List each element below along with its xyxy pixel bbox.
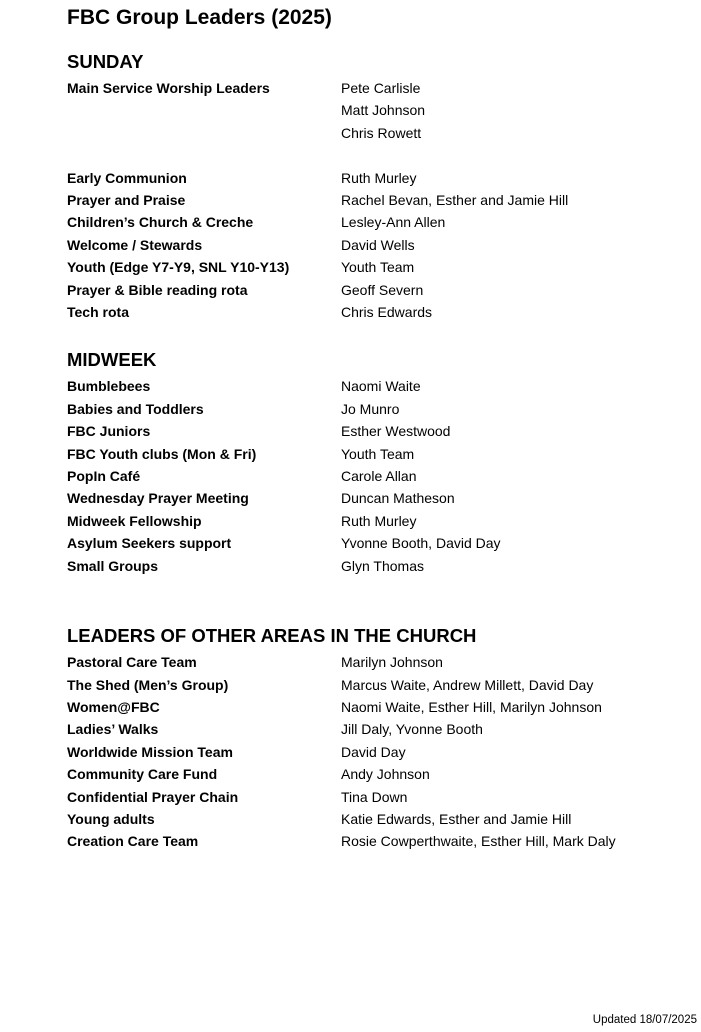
list-item	[67, 696, 687, 718]
role-label: Midweek Fellowship	[67, 512, 202, 529]
leader-names: Rachel Bevan, Esther and Jamie Hill	[341, 192, 569, 209]
list-item	[67, 674, 687, 696]
leader-names: Naomi Waite	[341, 378, 421, 395]
leader-names: Naomi Waite, Esther Hill, Marilyn Johnson	[341, 698, 602, 715]
role-label: FBC Youth clubs (Mon & Fri)	[67, 445, 257, 462]
list-item	[67, 375, 687, 397]
role-label: Asylum Seekers support	[67, 535, 232, 552]
leader-names: Chris Edwards	[341, 304, 433, 321]
leader-names: Youth Team	[341, 445, 415, 462]
role-label: Welcome / Stewards	[67, 236, 203, 253]
leader-name: Pete Carlisle	[341, 80, 421, 96]
section-heading-other-areas: LEADERS OF OTHER AREAS IN THE CHURCH	[67, 625, 477, 647]
role-label: Worldwide Mission Team	[67, 743, 233, 760]
list-item	[67, 211, 687, 233]
list-item	[67, 741, 687, 763]
list-item	[67, 167, 687, 189]
section-heading-midweek: MIDWEEK	[67, 349, 157, 371]
list-item	[67, 301, 687, 323]
leader-names: Rosie Cowperthwaite, Esther Hill, Mark Daly	[341, 833, 616, 850]
list-item	[67, 532, 687, 554]
leader-names: Lesley-Ann Allen	[341, 214, 446, 231]
leader-name: Chris Rowett	[341, 124, 422, 141]
role-label: Creation Care Team	[67, 833, 199, 850]
list-item	[67, 786, 687, 808]
role-label: Pastoral Care Team	[67, 654, 197, 671]
role-label: Babies and Toddlers	[67, 400, 204, 417]
updated-date: Updated 18/07/2025	[592, 1014, 697, 1026]
list-item	[67, 256, 687, 278]
list-item	[67, 808, 687, 830]
leader-names: Yvonne Booth, David Day	[341, 535, 501, 552]
list-item	[67, 77, 687, 144]
list-item	[67, 279, 687, 301]
role-label: Young adults	[67, 810, 155, 827]
other-areas-list	[67, 651, 687, 853]
list-item	[67, 398, 687, 420]
role-label: Women@FBC	[67, 698, 160, 715]
leader-names: Geoff Severn	[341, 281, 424, 298]
leader-names: Marcus Waite, Andrew Millett, David Day	[341, 676, 594, 693]
leader-names: Carole Allan	[341, 468, 417, 485]
list-item	[67, 189, 687, 211]
leader-names: Marilyn Johnson	[341, 654, 443, 671]
leader-names: Ruth Murley	[341, 169, 417, 186]
leader-name: Matt Johnson	[341, 102, 426, 119]
role-label: Small Groups	[67, 557, 159, 574]
leader-names: David Wells	[341, 236, 415, 253]
leader-names: Andy Johnson	[341, 766, 430, 783]
list-item	[67, 718, 687, 740]
leader-names: Esther Westwood	[341, 423, 451, 440]
role-label: Ladies’ Walks	[67, 721, 159, 738]
leader-names	[341, 77, 425, 144]
role-label: Main Service Worship Leaders	[67, 80, 270, 96]
list-item	[67, 763, 687, 785]
leader-names: Tina Down	[341, 788, 408, 805]
list-item	[67, 465, 687, 487]
role-label: PopIn Café	[67, 468, 141, 485]
role-label: Children’s Church & Creche	[67, 214, 254, 231]
leader-names: Duncan Matheson	[341, 490, 455, 507]
leader-names: Katie Edwards, Esther and Jamie Hill	[341, 810, 572, 827]
list-item	[67, 420, 687, 442]
role-label: Confidential Prayer Chain	[67, 788, 239, 805]
leader-names: Jill Daly, Yvonne Booth	[341, 721, 483, 738]
leader-names: Youth Team	[341, 259, 415, 276]
document-page	[67, 4, 687, 853]
list-item	[67, 830, 687, 852]
list-item	[67, 234, 687, 256]
role-label: Prayer and Praise	[67, 192, 186, 209]
leader-names: David Day	[341, 743, 406, 760]
role-label: The Shed (Men’s Group)	[67, 676, 229, 693]
midweek-list	[67, 375, 687, 577]
list-item	[67, 443, 687, 465]
role-label: Tech rota	[67, 304, 129, 321]
role-label: Prayer & Bible reading rota	[67, 281, 248, 298]
list-item	[67, 651, 687, 673]
sunday-list	[67, 167, 687, 324]
leader-names: Glyn Thomas	[341, 557, 424, 574]
page-title: FBC Group Leaders (2025)	[67, 6, 332, 29]
list-item	[67, 510, 687, 532]
leader-names: Ruth Murley	[341, 512, 417, 529]
role-label: Community Care Fund	[67, 766, 218, 783]
leader-names: Jo Munro	[341, 400, 400, 417]
section-heading-sunday: SUNDAY	[67, 51, 144, 72]
list-item	[67, 555, 687, 577]
role-label: FBC Juniors	[67, 423, 151, 440]
role-label: Wednesday Prayer Meeting	[67, 490, 249, 507]
list-item	[67, 487, 687, 509]
role-label: Youth (Edge Y7-Y9, SNL Y10-Y13)	[67, 259, 290, 276]
role-label: Early Communion	[67, 169, 187, 186]
role-label: Bumblebees	[67, 378, 151, 395]
